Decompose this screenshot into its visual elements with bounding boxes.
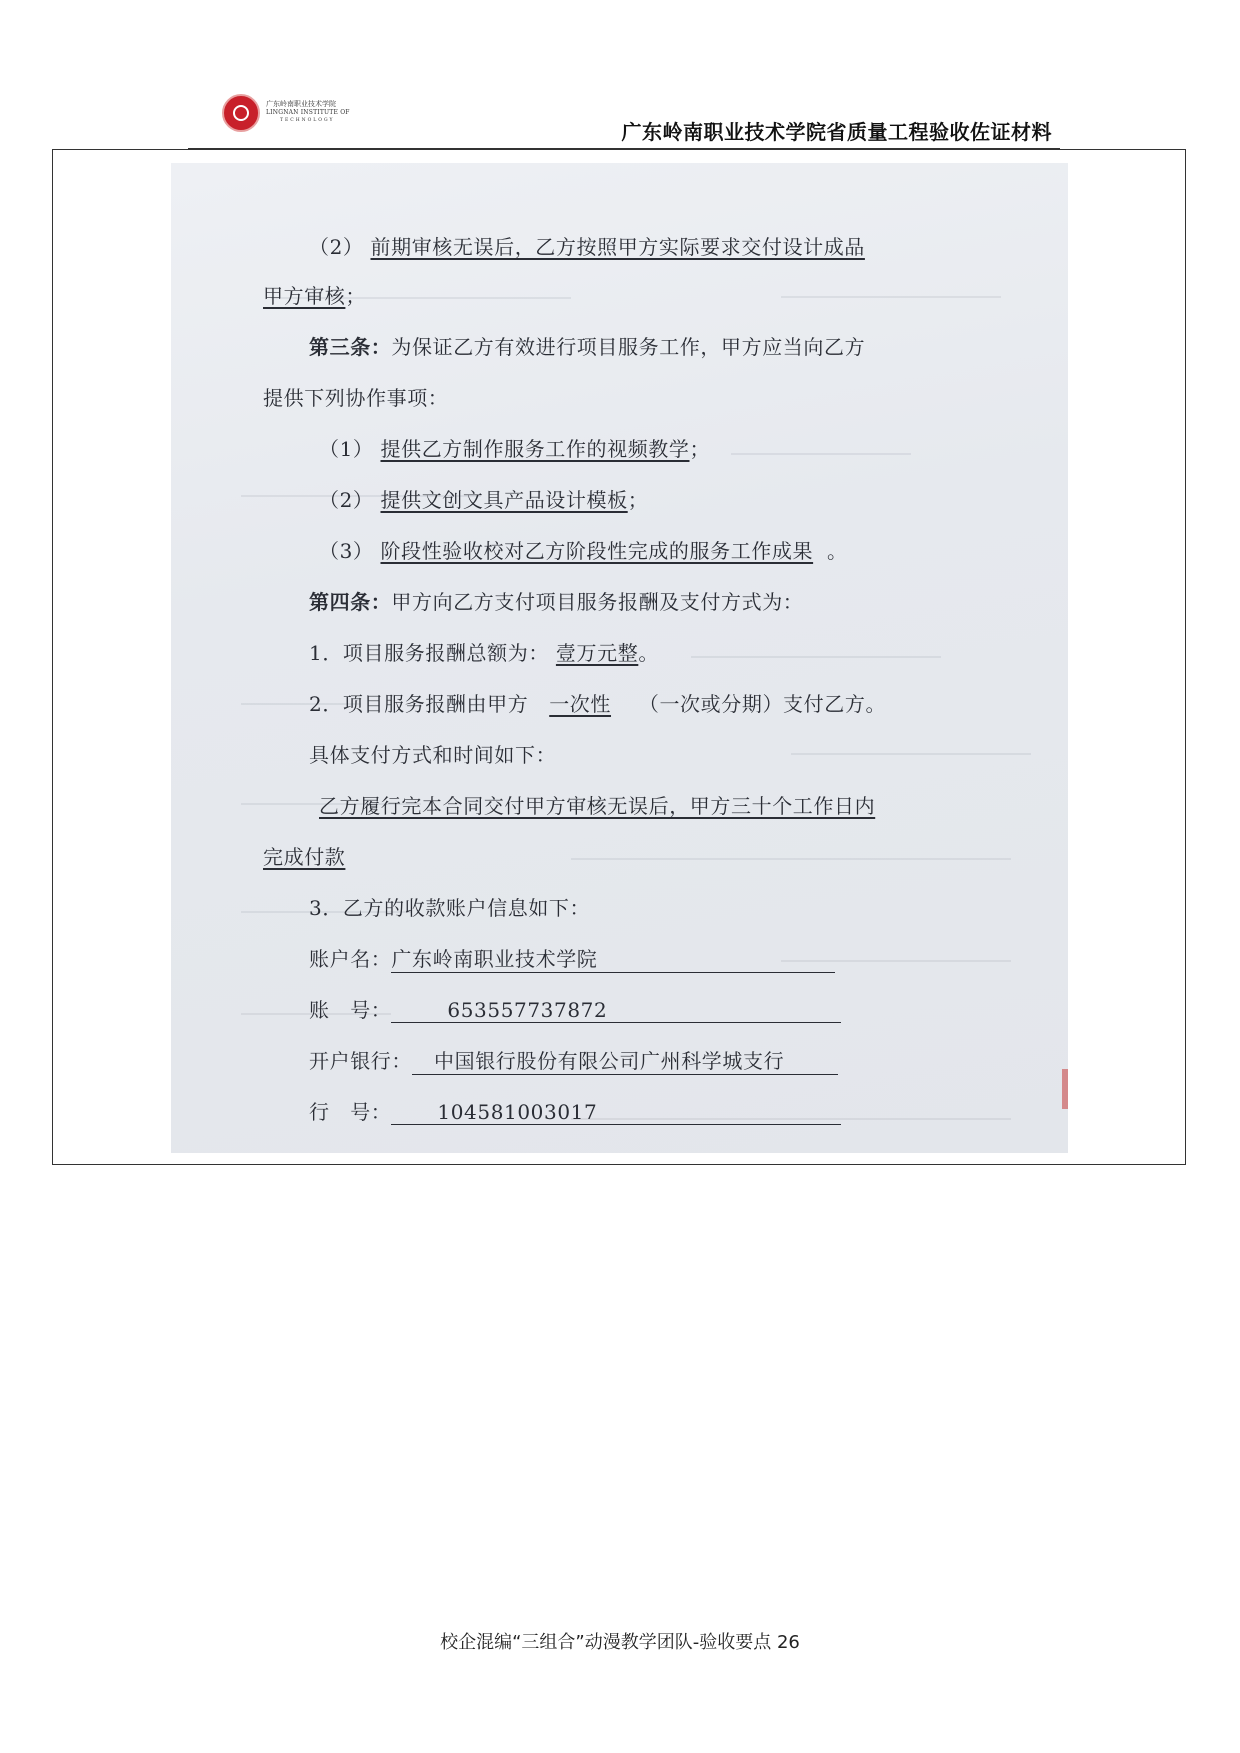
- contract-line-3: 第三条：为保证乙方有效进行项目服务工作，甲方应当向乙方: [309, 335, 866, 359]
- contract-line-12: [319, 790, 875, 819]
- bank-value: 中国银行股份有限公司广州科学城支行: [434, 1049, 785, 1073]
- cooperation-item-1: 提供乙方制作服务工作的视频教学: [380, 437, 690, 461]
- article-4-heading: 第四条：: [309, 590, 392, 614]
- account-number-label: 账 号：: [309, 998, 392, 1022]
- contract-line-9: 1．项目服务报酬总额为： 壹万元整。: [309, 641, 659, 665]
- delivery-clause: 前期审核无误后，乙方按照甲方实际要求交付设计成品: [370, 235, 865, 259]
- contract-line-2: 甲方审核；: [263, 284, 367, 308]
- contract-line-8: 第四条：甲方向乙方支付项目服务报酬及支付方式为：: [309, 590, 804, 614]
- institute-emblem-icon: [222, 94, 260, 132]
- account-name-row: [309, 943, 835, 973]
- contract-line-11: 具体支付方式和时间如下：: [309, 743, 557, 767]
- total-fee-value: 壹万元整: [555, 641, 639, 665]
- stamp-edge: [1062, 1069, 1068, 1109]
- review-clause: 甲方审核: [263, 284, 346, 308]
- logo-name-en: LINGNAN INSTITUTE OF: [266, 109, 350, 116]
- contract-line-6: （2） 提供文创文具产品设计模板；: [319, 488, 649, 512]
- account-number-value: 653557737872: [447, 998, 608, 1022]
- contract-line-5: （1） 提供乙方制作服务工作的视频教学；: [319, 437, 711, 461]
- account-number-row: [309, 994, 841, 1023]
- bank-label: 开户银行：: [309, 1049, 412, 1073]
- payment-terms-end: 完成付款: [263, 845, 346, 869]
- contract-line-1: [309, 231, 865, 260]
- bank-row: [309, 1045, 838, 1075]
- contract-line-7: （3） 阶段性验收校对乙方阶段性完成的服务工作成果 。: [319, 539, 848, 563]
- bank-code-label: 行 号：: [309, 1100, 392, 1124]
- cooperation-item-3: 阶段性验收校对乙方阶段性完成的服务工作成果: [380, 539, 814, 563]
- item-number: （2）: [309, 235, 364, 259]
- contract-line-14: 3．乙方的收款账户信息如下：: [309, 896, 591, 920]
- logo-name-en-2: TECHNOLOGY: [280, 118, 335, 123]
- bank-code-row: [309, 1096, 841, 1125]
- payment-terms: 乙方履行完本合同交付甲方审核无误后，甲方三十个工作日内: [319, 794, 876, 818]
- page-footer: 校企混编“三组合”动漫教学团队-验收要点 26: [440, 1632, 800, 1653]
- institute-logo: [222, 94, 352, 134]
- logo-name-cn: 广东岭南职业技术学院: [266, 100, 336, 108]
- payment-mode-value: 一次性: [549, 692, 612, 716]
- bank-code-value: 104581003017: [437, 1100, 598, 1124]
- account-name-value: 广东岭南职业技术学院: [391, 947, 598, 971]
- contract-line-13: [263, 841, 345, 870]
- article-3-heading: 第三条：: [309, 335, 392, 359]
- contract-line-4: 提供下列协作事项：: [263, 386, 449, 410]
- account-name-label: 账户名：: [309, 947, 392, 971]
- cooperation-item-2: 提供文创文具产品设计模板: [380, 488, 628, 512]
- contract-line-10: 2．项目服务报酬由甲方 一次性 （一次或分期）支付乙方。: [309, 692, 887, 716]
- logo-wordmark: [266, 100, 350, 124]
- header-title: 广东岭南职业技术学院省质量工程验收佐证材料: [621, 120, 1052, 144]
- contract-photo: [171, 163, 1068, 1153]
